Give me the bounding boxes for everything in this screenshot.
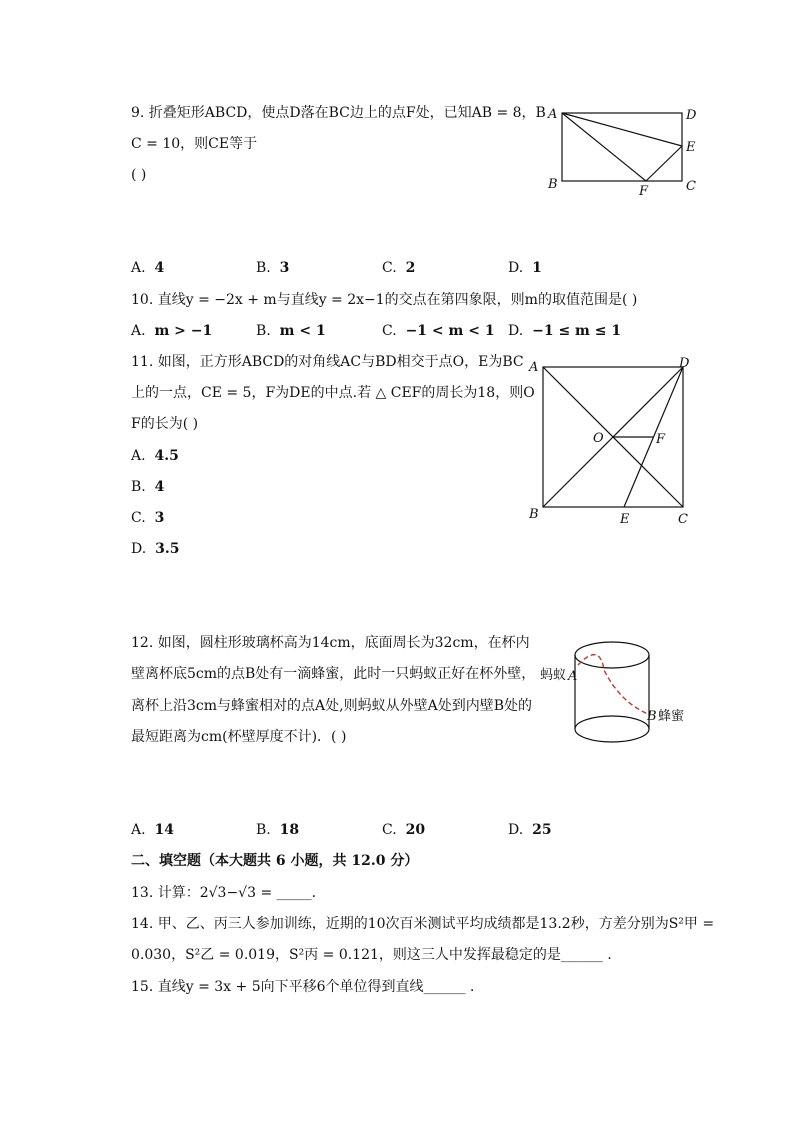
q11-square-figure	[525, 355, 705, 530]
q10-option-d[interactable]	[508, 322, 621, 340]
q11-option-c[interactable]	[131, 509, 164, 527]
q9-label-e: E	[686, 140, 696, 155]
q11-option-a-letter: A.	[131, 448, 146, 464]
q13-text: 13. 计算：2√3−√3 = _____．	[131, 885, 326, 901]
q9-rect-abcd	[562, 113, 682, 181]
q11-option-b[interactable]	[131, 478, 164, 496]
q12-option-d[interactable]	[508, 821, 552, 839]
q10-option-b-value: m < 1	[279, 323, 326, 339]
q10-option-a[interactable]	[131, 322, 212, 340]
q11-option-c-letter: C.	[131, 510, 146, 526]
q11-label-d: D	[679, 356, 690, 371]
q9-option-c-letter: C.	[382, 260, 397, 276]
q9-label-a: A	[548, 107, 558, 122]
q9-option-a-letter: A.	[131, 260, 146, 276]
q9-option-d[interactable]	[508, 259, 542, 277]
q10-option-d-value: −1 ≤ m ≤ 1	[532, 323, 622, 339]
q10-text-line1: 10. 直线y = −2x + m与直线y = 2x−1的交点在第四象限，则m的取值范围是( )	[131, 292, 638, 308]
q10-option-d-letter: D.	[508, 323, 524, 339]
q9-label-d: D	[686, 108, 697, 123]
q12-option-c-value: 20	[405, 822, 426, 838]
q9-label-f: F	[639, 184, 649, 199]
q12-option-c-letter: C.	[382, 822, 397, 838]
q9-rectangle-figure	[540, 102, 700, 202]
q12-text-line4: 最短距离为cm(杯壁厚度不计)．( )	[131, 729, 347, 745]
q12-label-a: A	[568, 669, 578, 684]
q11-option-d[interactable]	[131, 540, 179, 558]
q12-option-b-value: 18	[279, 822, 300, 838]
q12-shortest-path	[578, 655, 648, 714]
q12-label-ant: 蚂蚁	[540, 668, 567, 683]
q11-option-a-value: 4.5	[154, 448, 179, 464]
q10-option-c[interactable]	[382, 322, 495, 340]
q12-option-b-letter: B.	[256, 822, 271, 838]
q11-label-b: B	[529, 507, 539, 522]
q9-option-b-value: 3	[279, 260, 290, 276]
q12-option-b[interactable]	[256, 821, 299, 839]
q9-text-line3: ( )	[131, 167, 147, 183]
q9-label-b: B	[548, 177, 558, 192]
q11-label-e: E	[620, 512, 630, 527]
q9-option-b[interactable]	[256, 259, 289, 277]
q12-text-line3: 离杯上沿3cm与蜂蜜相对的点A处,则蚂蚁从外壁A处到内壁B处的	[131, 698, 532, 714]
q9-option-a[interactable]	[131, 259, 164, 277]
q11-option-b-letter: B.	[131, 479, 146, 495]
q12-cylinder-top	[575, 642, 649, 668]
q10-option-a-letter: A.	[131, 323, 146, 339]
q12-option-d-letter: D.	[508, 822, 524, 838]
q9-line-fe	[646, 146, 682, 181]
q10-option-b-letter: B.	[256, 323, 271, 339]
q9-option-d-value: 1	[532, 260, 542, 276]
q10-option-c-letter: C.	[382, 323, 397, 339]
q14-text-line2: 0.030，S²乙 = 0.019，S²丙 = 0.121，则这三人中发挥最稳定的是______ ．	[131, 947, 622, 963]
q12-text-line1: 12. 如图，圆柱形玻璃杯高为14cm，底面周长为32cm，在杯内	[131, 635, 530, 651]
q11-text-line1: 11. 如图，正方形ABCD的对角线AC与BD相交于点O，E为BC	[131, 354, 524, 370]
q9-option-c-value: 2	[405, 260, 416, 276]
section-2-title: 二、填空题（本大题共 6 小题，共 12.0 分）	[131, 853, 419, 869]
q11-label-c: C	[678, 512, 688, 527]
q9-option-a-value: 4	[154, 260, 165, 276]
q11-option-c-value: 3	[154, 510, 165, 526]
q10-option-c-value: −1 < m < 1	[405, 323, 495, 339]
q9-label-c: C	[686, 179, 696, 194]
q15-text: 15. 直线y = 3x + 5向下平移6个单位得到直线______ ．	[131, 979, 484, 995]
q11-label-f: F	[656, 432, 666, 447]
q11-option-d-letter: D.	[131, 541, 147, 557]
q12-cylinder-figure	[540, 632, 700, 747]
q10-option-b[interactable]	[256, 322, 326, 340]
q9-option-c[interactable]	[382, 259, 415, 277]
q12-label-b: B	[647, 709, 657, 724]
q11-option-d-value: 3.5	[155, 541, 180, 557]
q11-label-a: A	[529, 360, 539, 375]
q12-option-a[interactable]	[131, 821, 174, 839]
q9-text-line2: C = 10，则CE等于	[131, 136, 258, 152]
q9-text-line1: 9. 折叠矩形ABCD，使点D落在BC边上的点F处，已知AB = 8，B	[131, 105, 546, 121]
q11-text-line3: F的长为( )	[131, 416, 199, 432]
q11-text-line2: 上的一点，CE = 5，F为DE的中点.若 △ CEF的周长为18，则O	[131, 385, 535, 401]
q12-option-a-letter: A.	[131, 822, 146, 838]
q9-option-b-letter: B.	[256, 260, 271, 276]
q9-line-af	[562, 113, 646, 181]
q12-text-line2: 壁离杯底5cm的点B处有一滴蜂蜜，此时一只蚂蚁正好在杯外壁，	[131, 666, 536, 682]
q12-cylinder-bottom-front	[575, 729, 649, 742]
q12-option-d-value: 25	[532, 822, 552, 838]
q12-label-honey: 蜂蜜	[658, 709, 685, 724]
q12-cylinder-bottom-back	[575, 716, 649, 729]
q11-label-o: O	[593, 431, 604, 446]
q14-text-line1: 14. 甲、乙、丙三人参加训练，近期的10次百米测试平均成绩都是13.2秒，方差分别为S²甲 =	[131, 916, 715, 932]
q12-option-a-value: 14	[154, 822, 174, 838]
q10-option-a-value: m > −1	[154, 323, 213, 339]
q9-option-d-letter: D.	[508, 260, 524, 276]
q11-option-a[interactable]	[131, 447, 179, 465]
q9-line-ae	[562, 113, 682, 146]
q11-option-b-value: 4	[154, 479, 165, 495]
q12-option-c[interactable]	[382, 821, 425, 839]
